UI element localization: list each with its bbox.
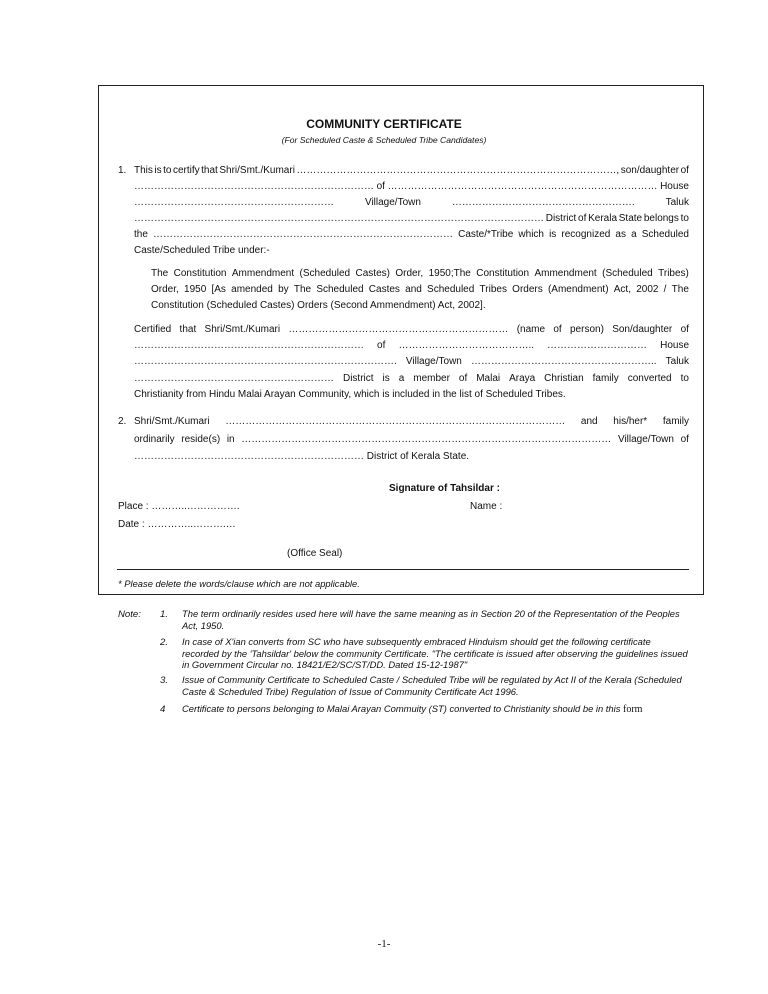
note-1-number: 1. — [160, 609, 169, 620]
line-word: ………………………………………………………………………………………… — [225, 416, 566, 427]
line-word: ……………………………………………………………………………………, — [296, 165, 620, 176]
line-word: Castes) — [355, 268, 390, 279]
line-word: Village/Town — [364, 197, 421, 208]
line-word: The — [151, 268, 169, 279]
line-word: Araya — [509, 373, 536, 384]
line-word: Shri/Smt./Kumari — [204, 324, 281, 335]
line-word: …………………………………………………… — [134, 373, 334, 384]
line-word: ……………………………………………………………………. — [134, 356, 397, 367]
line-word: ……………………………………………………………………… — [387, 181, 658, 192]
line-word: 2002 — [636, 284, 659, 295]
line-word: ………………………………….. — [398, 340, 534, 351]
line-word: member — [413, 373, 450, 384]
line-word: son/daughter — [620, 165, 680, 176]
line-word: Ammendment — [534, 268, 597, 279]
line-word: Kerala — [588, 213, 618, 224]
para2-number: 2. — [118, 416, 127, 427]
line-word: of — [680, 434, 689, 445]
line-word: Scheduled — [427, 284, 475, 295]
line-word: Malai — [476, 373, 501, 384]
para2-line-1 — [134, 415, 689, 428]
line-word: The — [293, 284, 312, 295]
line-word: / — [663, 284, 667, 295]
line-word: of — [680, 165, 689, 176]
line-word: ……………………………………………………………… — [134, 181, 374, 192]
line-word: (name — [516, 324, 546, 335]
line-word: ……………………………………………………………………………… — [153, 229, 453, 240]
line-word: of — [578, 213, 587, 224]
note-4-number: 4 — [160, 704, 166, 715]
line-word: Son/daughter — [612, 324, 673, 335]
line-word: reside(s) — [181, 434, 221, 445]
line-word: ………………………………………………………… — [288, 324, 509, 335]
para1-line-3 — [134, 196, 689, 209]
note-2-text: In case of X'ian converts from SC who have subsequently embraced Hinduism should get the following certificate recorded by the 'Tahsildar' below the community Certificate. "The certificate is issued after observing the guidelines issued in Government Circular no. 18421/E2/SC/ST/DD. Dated 15-12-1987" — [182, 636, 688, 670]
line-word: person) — [570, 324, 604, 335]
line-word: ………………………… — [547, 340, 648, 351]
note-4-text — [182, 703, 702, 716]
line-word: District — [342, 373, 374, 384]
certified-line-3 — [134, 355, 689, 368]
line-word: certify — [172, 165, 200, 176]
para1-line-5 — [134, 228, 689, 241]
line-word: …………………………………………………………… — [134, 340, 364, 351]
office-seal-label: (Office Seal) — [287, 548, 343, 559]
line-word: to — [680, 373, 689, 384]
line-word: Scheduled — [316, 284, 364, 295]
para1-line-4 — [134, 212, 689, 225]
footnote: * Please delete the words/clause which are not applicable. — [118, 578, 360, 589]
line-word: Castes — [368, 284, 400, 295]
place-field: Place : ………..……………. — [118, 501, 240, 512]
line-word: Tribes — [479, 284, 507, 295]
line-word: is — [382, 373, 390, 384]
line-word: Constitution — [173, 268, 227, 279]
line-word: which — [518, 229, 544, 240]
certified-line-5: Christianity from Hindu Malai Arayan Community, which is included in the list of Scheduled Tribes. — [134, 389, 566, 400]
line-word: Scheduled — [641, 229, 689, 240]
line-word: to — [680, 213, 689, 224]
line-word: (Amendment) — [547, 284, 609, 295]
para1-number: 1. — [118, 165, 127, 176]
line-word: District — [545, 213, 577, 224]
line-word: that — [179, 324, 197, 335]
line-word: of — [680, 324, 689, 335]
line-word: ……………………………………………….. — [470, 356, 657, 367]
line-word: Certified — [134, 324, 172, 335]
order-line-1 — [151, 267, 689, 280]
line-word: This — [134, 165, 153, 176]
line-word: ………………………………………………. — [451, 197, 635, 208]
line-word: …………………………………………………… — [134, 197, 334, 208]
line-word: House — [660, 181, 689, 192]
order-line-3: Constitution (Scheduled Castes) Orders (Second Ammendment) Act, 2002]. — [151, 300, 486, 311]
line-word: his/her* — [613, 416, 648, 427]
note-2-number: 2. — [160, 637, 169, 648]
line-word: of — [458, 373, 468, 384]
line-word: Shri/Smt./Kumari — [219, 165, 295, 176]
para2-line-3: …………………………………………………………… District of Kerala State. — [134, 451, 470, 462]
line-word: Shri/Smt./Kumari — [134, 416, 210, 427]
document-subtitle: (For Scheduled Caste & Scheduled Tribe Candidates) — [281, 135, 487, 145]
certified-line-4 — [134, 372, 689, 385]
line-word: amended — [231, 284, 273, 295]
line-word: of — [377, 340, 386, 351]
line-word: of — [376, 181, 385, 192]
note-1-text: The term ordinarily resides used here will have the same meaning as in Section 20 of the Representation of the Peoples Act, 1950. — [182, 608, 680, 631]
line-word: family — [592, 373, 619, 384]
line-word: and — [580, 416, 598, 427]
note-label: Note: — [118, 609, 141, 620]
line-word: Tribes) — [658, 268, 689, 279]
line-word: is — [549, 229, 557, 240]
line-word: ordinarily — [134, 434, 175, 445]
line-word: Taluk — [665, 197, 689, 208]
line-word: a — [398, 373, 405, 384]
line-word: Village/Town — [405, 356, 462, 367]
page-number: -1- — [377, 938, 391, 950]
order-line-2 — [151, 283, 689, 296]
line-word: (Scheduled — [299, 268, 351, 279]
line-word: House — [660, 340, 689, 351]
line-word: the — [134, 229, 148, 240]
line-word: 1950;The — [428, 268, 471, 279]
line-word: State — [618, 213, 643, 224]
line-word: Village/Town — [617, 434, 674, 445]
note-4-body: Certificate to persons belonging to Malai Arayan Commuity (ST) converted to Christianity should be in this — [182, 703, 621, 714]
line-word: 1950 — [184, 284, 207, 295]
document-title: COMMUNITY CERTIFICATE — [306, 117, 462, 131]
line-word: recognized — [561, 229, 611, 240]
line-word: Taluk — [665, 356, 689, 367]
certified-line-2 — [134, 339, 689, 352]
line-word: and — [405, 284, 422, 295]
line-word: belongs — [643, 213, 679, 224]
para1-line-6: Caste/Scheduled Tribe under:- — [134, 245, 270, 256]
name-label: Name : — [470, 501, 503, 512]
line-word: [As — [211, 284, 226, 295]
line-word: is — [154, 165, 162, 176]
note-3-text: Issue of Community Certificate to Scheduled Caste / Scheduled Tribe will be regulated by Act II of the Kerala (Scheduled Caste & Scheduled Tribe) Regulation of Issue of Community Certificate Act 1996. — [182, 674, 682, 697]
signature-label: Signature of Tahsildar : — [389, 483, 500, 494]
footnote-divider — [117, 569, 689, 570]
line-word: family — [662, 416, 689, 427]
para1-line-1 — [134, 164, 689, 177]
line-word: a — [631, 229, 637, 240]
line-word: Caste/*Tribe — [458, 229, 514, 240]
line-word: Ammendment — [231, 268, 295, 279]
line-word: to — [163, 165, 172, 176]
line-word: Order, — [395, 268, 424, 279]
line-word: ………………………………………………………………………………………………… — [241, 434, 612, 445]
line-word: that — [201, 165, 218, 176]
line-word: converted — [627, 373, 672, 384]
line-word: (Scheduled — [602, 268, 653, 279]
line-word: Christian — [544, 373, 584, 384]
line-word: Constitution — [476, 268, 530, 279]
note-3-number: 3. — [160, 675, 169, 686]
date-field: Date : …………..……….… — [118, 519, 236, 530]
line-word: …………………………………………………………………………………………………………… — [134, 213, 544, 224]
line-word: Order, — [151, 284, 179, 295]
line-word: Orders — [512, 284, 543, 295]
line-word: of — [553, 324, 562, 335]
line-word: The — [671, 284, 689, 295]
para1-line-2 — [134, 180, 689, 193]
note-4-tail: form — [623, 704, 643, 715]
line-word: Act, — [613, 284, 631, 295]
line-word: in — [226, 434, 235, 445]
line-word: by — [278, 284, 289, 295]
certified-line-1 — [134, 323, 689, 336]
line-word: as — [615, 229, 626, 240]
para2-line-2 — [134, 433, 689, 446]
